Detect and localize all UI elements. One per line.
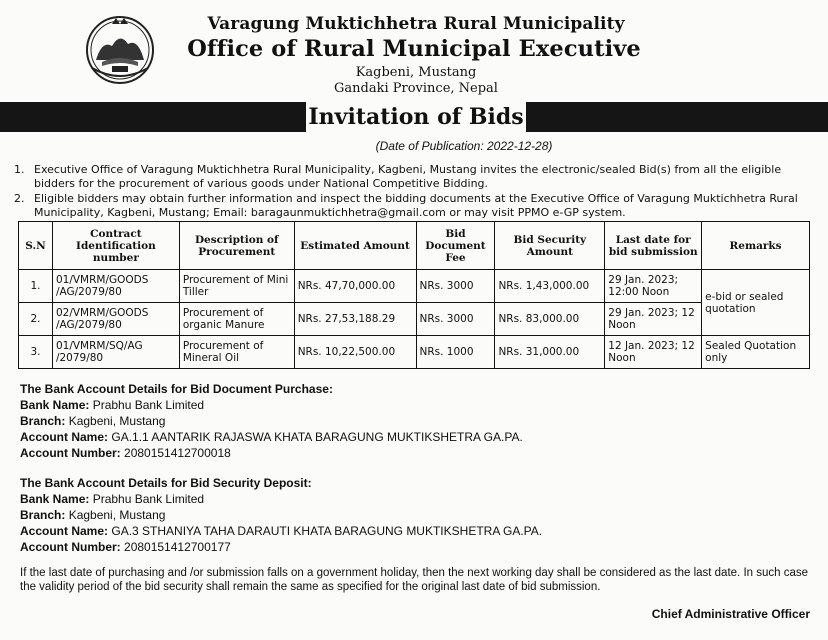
cell-estimated: NRs. 47,70,000.00	[294, 270, 416, 303]
cell-description: Procurement of organic Manure	[179, 303, 294, 336]
cell-sn: 2.	[19, 303, 53, 336]
branch-label: Branch:	[20, 414, 66, 428]
bank-name-label: Bank Name:	[20, 398, 90, 412]
cell-fee: NRs. 3000	[416, 270, 495, 303]
table-header-row	[19, 222, 810, 270]
header-remarks: Remarks	[702, 222, 810, 270]
account-number-label: Account Number:	[20, 540, 121, 554]
branch-value: Kagbeni, Mustang	[68, 414, 166, 428]
cell-last-date: 12 Jan. 2023; 12 Noon	[605, 336, 702, 369]
bids-table	[18, 221, 810, 369]
cell-contract-id: 01/VMRM/GOODS /AG/2079/80	[52, 270, 179, 303]
paragraph-number: 2.	[14, 192, 25, 205]
cell-security: NRs. 31,000.00	[495, 336, 605, 369]
table-row	[19, 303, 810, 336]
account-number-value: 2080151412700018	[124, 446, 231, 460]
bank-section-heading: The Bank Account Details for Bid Security Deposit:	[20, 476, 312, 490]
page-title: Invitation of Bids	[306, 102, 526, 132]
account-name-label: Account Name:	[20, 524, 109, 538]
cell-description: Procurement of Mineral Oil	[179, 336, 294, 369]
cell-sn: 1.	[19, 270, 53, 303]
table-row	[19, 336, 810, 369]
municipality-name: Varagung Muktichhetra Rural Municipality	[207, 14, 625, 34]
header-bid-security: Bid Security Amount	[495, 222, 605, 270]
bank-name-label: Bank Name:	[20, 492, 90, 506]
location-line-2: Gandaki Province, Nepal	[334, 81, 498, 96]
table-row	[19, 270, 810, 303]
header-estimated-amount: Estimated Amount	[294, 222, 416, 270]
bank-name-value: Prabhu Bank Limited	[92, 492, 205, 506]
paragraph-text: Eligible bidders may obtain further information and inspect the bidding documents at the Executive Office of Varagung Muktichhetra Rural Municipality, Kagbeni, Mustang; Email: baragaunmuktichhetra@gmail.com or may visit PPMO e-GP system.	[34, 192, 798, 219]
bank-details-security	[20, 475, 542, 555]
cell-security: NRs. 83,000.00	[495, 303, 605, 336]
branch-label: Branch:	[20, 508, 66, 522]
branch-value: Kagbeni, Mustang	[68, 508, 166, 522]
account-number-value: 2080151412700177	[124, 540, 231, 554]
cell-estimated: NRs. 10,22,500.00	[294, 336, 416, 369]
paragraph-number: 1.	[14, 163, 25, 176]
signatory: Chief Administrative Officer	[651, 607, 810, 621]
cell-fee: NRs. 3000	[416, 303, 495, 336]
cell-contract-id: 01/VMRM/SQ/AG /2079/80	[52, 336, 179, 369]
cell-last-date: 29 Jan. 2023; 12:00 Noon	[605, 270, 702, 303]
header-sn: S.N	[19, 222, 53, 270]
account-name-value: GA.3 STHANIYA TAHA DARAUTI KHATA BARAGUNG MUKTIKSHETRA GA.PA.	[111, 524, 543, 538]
cell-fee: NRs. 1000	[416, 336, 495, 369]
paragraph-text: Executive Office of Varagung Muktichhetra Rural Municipality, Kagbeni, Mustang invites the electronic/sealed Bid(s) from all the eligible bidders for the procurement of various goods under National Competitive Bidding.	[34, 163, 782, 190]
intro-paragraph-1	[14, 163, 814, 191]
header-bid-fee: Bid Document Fee	[416, 222, 495, 270]
bank-name-value: Prabhu Bank Limited	[92, 398, 205, 412]
location-line-1: Kagbeni, Mustang	[355, 65, 477, 80]
cell-description: Procurement of Mini Tiller	[179, 270, 294, 303]
cell-estimated: NRs. 27,53,188.29	[294, 303, 416, 336]
cell-security: NRs. 1,43,000.00	[495, 270, 605, 303]
cell-remarks: Sealed Quotation only	[702, 336, 810, 369]
bank-section-heading: The Bank Account Details for Bid Document Purchase:	[20, 382, 333, 396]
header-last-date: Last date for bid submission	[605, 222, 702, 270]
intro-paragraph-2	[14, 192, 814, 220]
account-number-label: Account Number:	[20, 446, 121, 460]
publication-date: (Date of Publication: 2022-12-28)	[375, 139, 553, 153]
cell-last-date: 29 Jan. 2023; 12 Noon	[605, 303, 702, 336]
holiday-note: If the last date of purchasing and /or submission falls on a government holiday, then the next working day shall be considered as the last date. In such case the validity period of the bid security shall remain the same as specified for the original last date of bid submission.	[20, 567, 809, 593]
cell-remarks: e-bid or sealed quotation	[702, 270, 810, 336]
cell-sn: 3.	[19, 336, 53, 369]
header-contract-id: Contract Identification number	[52, 222, 179, 270]
cell-contract-id: 02/VMRM/GOODS /AG/2079/80	[52, 303, 179, 336]
office-name: Office of Rural Municipal Executive	[187, 36, 641, 62]
account-name-label: Account Name:	[20, 430, 109, 444]
account-name-value: GA.1.1 AANTARIK RAJASWA KHATA BARAGUNG MUKTIKSHETRA GA.PA.	[111, 430, 523, 444]
bank-details-purchase	[20, 381, 523, 461]
header-description: Description of Procurement	[179, 222, 294, 270]
